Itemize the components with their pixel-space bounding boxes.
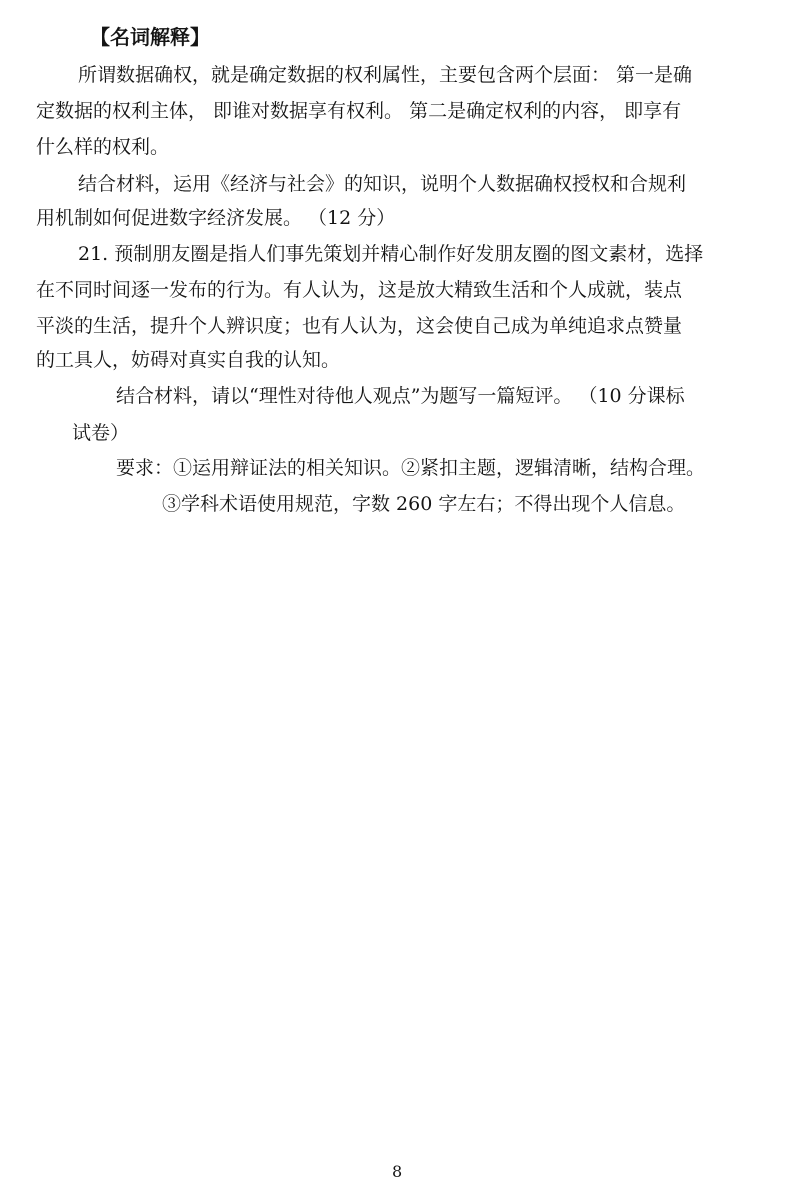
definition-line-1: 所谓数据确权，就是确定数据的权利属性，主要包含两个层面： 第一是确 xyxy=(78,64,693,86)
definition-line-3: 什么样的权利。 xyxy=(36,136,170,158)
question-21-line-1: 21. 预制朋友圈是指人们事先策划并精心制作好发朋友圈的图文素材，选择 xyxy=(78,243,704,265)
question-21-line-3: 平淡的生活，提升个人辨识度；也有人认为，这会使自己成为单纯追求点赞量 xyxy=(36,315,683,337)
section-heading: 【名词解释】 xyxy=(90,25,210,49)
requirements-line-2: ③学科术语使用规范，字数 260 字左右；不得出现个人信息。 xyxy=(162,493,686,515)
question-21-line-4: 的工具人，妨碍对真实自我的认知。 xyxy=(36,349,341,371)
definition-line-2: 定数据的权利主体， 即谁对数据享有权利。 第二是确定权利的内容， 即享有 xyxy=(36,100,682,122)
question-21-task-line-1: 结合材料，请以“理性对待他人观点”为题写一篇短评。 （10 分课标 xyxy=(116,385,685,407)
requirements-line-1: 要求：①运用辩证法的相关知识。②紧扣主题，逻辑清晰，结构合理。 xyxy=(116,457,706,479)
question-21-task-line-2: 试卷） xyxy=(72,422,130,444)
page-number: 8 xyxy=(392,1162,403,1181)
question-21-line-2: 在不同时间逐一发布的行为。有人认为，这是放大精致生活和个人成就，装点 xyxy=(36,279,683,301)
question-20-line-1: 结合材料，运用《经济与社会》的知识，说明个人数据确权授权和合规利 xyxy=(78,173,687,195)
question-20-line-2: 用机制如何促进数字经济发展。 （12 分） xyxy=(36,207,396,229)
